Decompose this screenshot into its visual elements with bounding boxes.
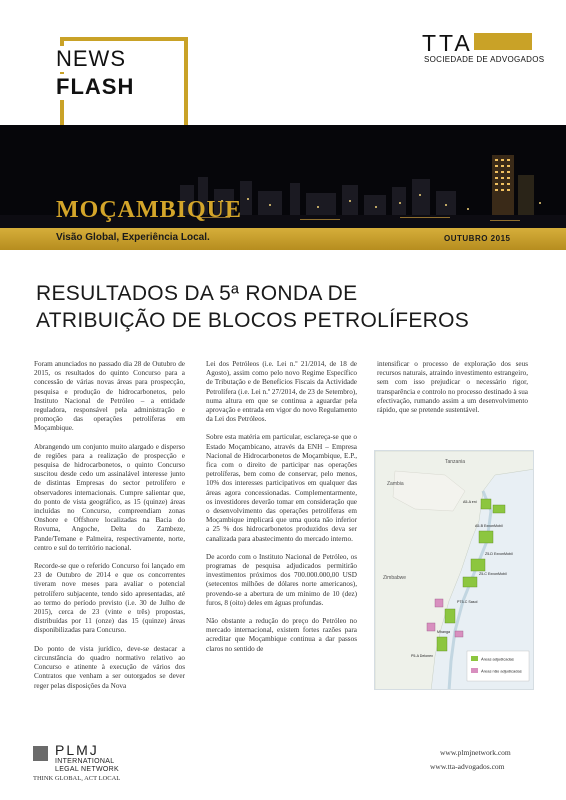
concession-map: [374, 450, 534, 690]
paragraph: Foram anunciados no passado dia 28 de Outubro de 2015, os resultados do quinto Concurso para a concessão de várias novas áreas para prospecção, pesquisa e produção de hidrocarbonetos, pelo Instituto Nacional de Petróleo – a entidade reguladora, responsável pela administração e promoção das operações petrolíferas em Moçambique.: [34, 360, 185, 433]
tta-logo-bar: [474, 33, 532, 50]
paragraph: Lei dos Petróleos (i.e. Lei n.º 21/2014, de 18 de Agosto), assim como pelo novo Regime Específico de Tributação e de Benefícios Fiscais da Actividade Petrolífera (i.e. Lei n.º 27/2014, de 23 de Setembro), numa altura em que se continua a aguardar pela aprovação e entrada em vigor do novo Regulamento da Lei dos Petróleos.: [206, 360, 357, 424]
map-label-a5a: A5-A eni: [463, 500, 477, 504]
map-label-zambia: Zambia: [387, 481, 404, 487]
banner-tagline: Visão Global, Experiência Local.: [56, 232, 210, 243]
paragraph: Abrangendo um conjunto muito alargado e disperso de regiões para a realização de prospecção e pesquisa de hidrocarbonetos, o quinto Concurso suscitou desde cedo um assinalável interesse junto de distintas Empresas do sector petrolífero e observadores internacionais. Cumpre salientar que, do ponto de vista geográfico, as 15 (quinze) áreas incluídas no Concurso, compreendiam zonas Onshore e Offshore localizadas na Bacia do Rovuma, Angoche, Delta do Zambeze, Pande/Temane e Palmeira, respectivamente, norte, centro e sul do território nacional.: [34, 442, 185, 552]
news-label: NEWS: [54, 46, 132, 72]
map-legend: [467, 651, 529, 681]
headline-line-1: RESULTADOS DA 5ª RONDA DE: [36, 282, 358, 305]
map-label-zimbabwe: Zimbabwe: [383, 575, 407, 581]
map-label-pt5c: PT5-C Sasol: [457, 600, 478, 604]
legend-not-awarded-label: Áreas não adjudicadas: [481, 668, 522, 674]
paragraph: Do ponto de vista jurídico, deve-se destacar a circunstância do quadro normativo relativo ao Concurso e atinente à execução de vários dos Contratos que venham a ser outorgados se dever reger pelas disposições da Nova: [34, 644, 185, 690]
plmj-logo: PLMJ: [55, 742, 99, 758]
network-line-1: INTERNATIONAL: [55, 758, 115, 765]
map-label-mhanga: Mhanga: [437, 630, 450, 634]
tta-logo: TTA: [422, 30, 473, 56]
tta-logo-subtitle: SOCIEDADE DE ADVOGADOS: [424, 55, 545, 64]
headline-line-2: ATRIBUIÇÃO DE BLOCOS PETROLÍFEROS: [36, 309, 470, 332]
map-label-z5c: Z5-C ExxonMobil: [479, 572, 507, 576]
network-line-2: LEGAL NETWORK: [55, 766, 119, 773]
footer-tagline: THINK GLOBAL, ACT LOCAL: [33, 775, 121, 782]
article-column-1: [34, 360, 185, 700]
website-link-plmj[interactable]: www.plmjnetwork.com: [440, 748, 511, 757]
country-title: MOÇAMBIQUE: [56, 197, 242, 223]
map-label-a5b: A5-B ExxonMobil: [475, 524, 503, 528]
legend-swatch-awarded: [471, 656, 478, 661]
legend-swatch-not-awarded: [471, 668, 478, 673]
website-link-tta[interactable]: www.tta-advogados.com: [430, 762, 505, 771]
map-label-tanzania: Tanzania: [445, 459, 466, 465]
paragraph: De acordo com o Instituto Nacional de Petróleo, os programas de pesquisa adjudicados permitirão investimentos próximos dos 700.000.000,00 USD (setecentos milhões de dólares norte americanos), provendo-se a abertura de um mínimo de 10 (dez) furos, 8 (oito) deles em águas profundas.: [206, 552, 357, 607]
issue-date: OUTUBRO 2015: [444, 234, 511, 243]
network-label: [55, 758, 119, 774]
article-headline: [36, 280, 536, 334]
paragraph: Sobre esta matéria em particular, esclareça-se que o Estado Moçambicano, através da ENH – Empresa Nacional de Hidrocarbonetos de Moçambique, E.P., fica com o direito de participar nas operações petrolíferas, bem como de conservar, pelo menos, 10% dos interesses participativos em qualquer das áreas agora concessionadas. Complementarmente, os investidores deverão tomar em consideração que o desenvolvimento das operações petrolíferas em Moçambique implicará que uma quota não inferior a 25 % dos hidrocarbonetos produzidos deva ser canalizada para abastecimento do mercado interno.: [206, 433, 357, 543]
article-column-2: [206, 360, 357, 663]
paragraph: Recorde-se que o referido Concurso foi lançado em 23 de Outubro de 2014 e que os concorrentes tiveram nove meses para avaliar o potencial petrolífero subjacente, tendo sido apresentadas, até ao termo do período previsto (i.e. 30 de Julho de 2015), cerca de 23 (vinte e três) propostas, distribuídas por 11 (onze) das 15 (quinze) áreas disponibilizadas para Concurso.: [34, 562, 185, 635]
legend-awarded-label: Áreas adjudicadas: [481, 656, 514, 662]
plmj-logo-square: [33, 746, 48, 761]
mozambique-map-image: [375, 451, 534, 690]
map-label-p5a: P5-A Delonex: [411, 654, 433, 658]
paragraph: Não obstante a redução do preço do Petróleo no mercado internacional, existem fortes razões para acreditar que Moçambique continua a dar passos claros no sentido de: [206, 617, 357, 653]
map-label-z5d: Z5-D ExxonMobil: [485, 552, 513, 556]
paragraph: intensificar o processo de exploração dos seus recursos naturais, atraindo investimento estrangeiro, sem com isso prejudicar o necessário rigor, transparência e controlo no processo destinado à sua efectivação, rumando assim a um desenvolvimento rápido, que se pretende sustentável.: [377, 360, 528, 415]
article-column-3: [377, 360, 528, 424]
flash-label: FLASH: [54, 74, 140, 100]
